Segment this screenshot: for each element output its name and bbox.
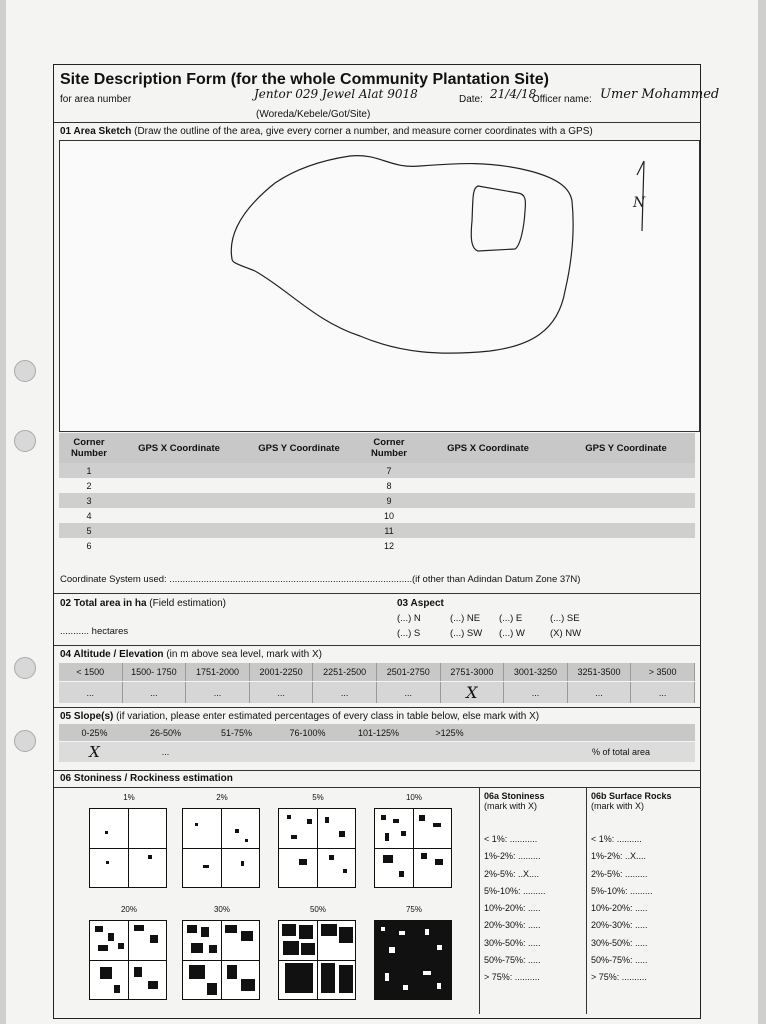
slope-mark[interactable]: X <box>89 743 100 761</box>
aspect-option-n[interactable]: (...) N <box>397 613 421 624</box>
punch-hole <box>14 360 36 382</box>
slope-class: >125% <box>435 727 464 738</box>
altitude-mark[interactable]: ... <box>59 682 123 703</box>
date-value[interactable]: 21/4/18 <box>490 87 537 101</box>
sample-label: 1% <box>123 793 135 802</box>
gps-y-cell[interactable] <box>239 493 359 508</box>
gps-x-cell[interactable] <box>119 538 239 553</box>
corner-number: 8 <box>359 478 419 493</box>
slope-mark-row <box>59 742 695 762</box>
officer-name-value[interactable]: Umer Mohammed <box>600 87 720 102</box>
surface-rocks-option[interactable]: > 75%: .......... <box>591 972 647 983</box>
corner-number: 5 <box>59 523 119 538</box>
area-number-value[interactable]: Jentor 029 Jewel Alat 9018 <box>254 87 418 101</box>
north-arrow-label: N <box>633 195 646 211</box>
stoniness-option[interactable]: 2%-5%: ..X.... <box>484 868 540 879</box>
slope-class-row <box>59 724 695 741</box>
officer-name-label: Officer name: <box>532 94 592 105</box>
slope-mark[interactable] <box>201 742 272 762</box>
gps-y-cell[interactable] <box>557 463 695 478</box>
site-description-form <box>53 64 720 1019</box>
gps-x-cell[interactable] <box>119 523 239 538</box>
corner-number: 7 <box>359 463 419 478</box>
slope-heading <box>60 711 539 722</box>
area-outline-drawing <box>60 141 699 431</box>
divider <box>54 645 700 646</box>
altitude-mark[interactable]: ... <box>504 682 568 703</box>
slope-mark[interactable] <box>343 742 414 762</box>
altitude-class: 2001-2250 <box>250 663 314 681</box>
column-header: GPS Y Coordinate <box>557 433 695 463</box>
altitude-class: 2751-3000 <box>441 663 505 681</box>
altitude-mark[interactable]: ... <box>250 682 314 703</box>
altitude-mark[interactable]: ... <box>186 682 250 703</box>
gps-y-cell[interactable] <box>239 523 359 538</box>
corner-number: 1 <box>59 463 119 478</box>
gps-x-cell[interactable] <box>119 478 239 493</box>
stoniness-sample-grids <box>59 788 479 1014</box>
punch-hole <box>14 430 36 452</box>
area-sketch-heading <box>60 126 593 137</box>
gps-y-cell[interactable] <box>239 478 359 493</box>
table-row <box>59 493 695 508</box>
stoniness-option[interactable]: > 75%: .......... <box>484 972 540 983</box>
stoniness-option[interactable]: 1%-2%: ......... <box>484 851 541 862</box>
altitude-class-row <box>59 663 695 681</box>
area-number-label: for area number <box>60 94 132 105</box>
table-row <box>59 508 695 523</box>
gps-x-cell[interactable] <box>119 508 239 523</box>
slope-class: 0-25% <box>81 727 108 738</box>
altitude-class: 2501-2750 <box>377 663 441 681</box>
stoniness-option[interactable]: 10%-20%: ..... <box>484 903 541 914</box>
stoniness-column <box>479 788 586 1014</box>
stoniness-option[interactable]: 30%-50%: ..... <box>484 937 541 948</box>
surface-rocks-column <box>586 788 692 1014</box>
altitude-heading <box>60 649 322 660</box>
altitude-note: (in m above sea level, mark with X) <box>166 649 322 660</box>
stoniness-sample-4 <box>374 808 452 888</box>
aspect-option-nw[interactable]: (X) NW <box>550 628 582 639</box>
corner-number: 4 <box>59 508 119 523</box>
altitude-mark[interactable]: ... <box>568 682 632 703</box>
divider <box>54 770 700 771</box>
surface-rocks-sub: (mark with X) <box>591 801 645 811</box>
stoniness-title: 06 Stoniness / Rockiness estimation <box>60 773 233 784</box>
surface-rocks-option[interactable]: 30%-50%: ..... <box>591 937 648 948</box>
aspect-option-ne[interactable]: (...) NE <box>450 613 481 624</box>
corner-number: 10 <box>359 508 419 523</box>
table-row <box>59 523 695 538</box>
stoniness-sample-3 <box>278 808 356 888</box>
stoniness-sample-1 <box>89 808 167 888</box>
column-header: GPS Y Coordinate <box>239 433 359 463</box>
corner-number: 2 <box>59 478 119 493</box>
stoniness-sample-7 <box>278 920 356 1000</box>
gps-x-cell[interactable] <box>419 508 557 523</box>
slope-title: 05 Slope(s) <box>60 711 114 722</box>
gps-y-cell[interactable] <box>239 538 359 553</box>
sample-label: 10% <box>405 793 422 802</box>
hectares-field[interactable]: ........... hectares <box>60 626 129 637</box>
sample-label: 30% <box>213 905 230 914</box>
aspect-option-e[interactable]: (...) E <box>499 613 523 624</box>
corner-number: 9 <box>359 493 419 508</box>
sample-label: 50% <box>309 905 326 914</box>
stoniness-option[interactable]: 5%-10%: ......... <box>484 885 546 896</box>
altitude-mark[interactable]: ... <box>377 682 441 703</box>
surface-rocks-title: 06b Surface Rocks <box>591 791 672 801</box>
slope-class: 101-125% <box>357 727 400 738</box>
total-area-title: 02 Total area in ha <box>60 598 147 609</box>
sample-label: 2% <box>216 793 228 802</box>
corner-number: 11 <box>359 523 419 538</box>
altitude-mark[interactable]: X <box>441 682 505 703</box>
slope-class: 26-50% <box>149 727 182 738</box>
stoniness-sample-6 <box>182 920 260 1000</box>
column-header: Corner Number <box>359 433 419 463</box>
punch-hole <box>14 657 36 679</box>
gps-y-cell[interactable] <box>557 478 695 493</box>
gps-y-cell[interactable] <box>557 523 695 538</box>
surface-rocks-option[interactable]: 10%-20%: ..... <box>591 903 648 914</box>
altitude-class: 3001-3250 <box>504 663 568 681</box>
divider <box>54 593 700 594</box>
column-header: Corner Number <box>59 433 119 463</box>
stoniness-option[interactable]: 20%-30%: ..... <box>484 920 541 931</box>
altitude-mark-row <box>59 682 695 703</box>
surface-rocks-option[interactable]: 5%-10%: ......... <box>591 885 653 896</box>
total-area-heading <box>60 598 226 609</box>
slope-mark[interactable] <box>414 742 485 762</box>
surface-rocks-option[interactable]: 50%-75%: ..... <box>591 955 648 966</box>
coordinate-system-note: (if other than Adindan Datum Zone 37N) <box>412 574 581 585</box>
divider <box>54 122 700 123</box>
gps-y-cell[interactable] <box>239 508 359 523</box>
surface-rocks-option[interactable]: < 1%: .......... <box>591 834 642 844</box>
form-title: Site Description Form (for the whole Community Plantation Site) <box>60 71 549 88</box>
gps-y-cell[interactable] <box>239 463 359 478</box>
altitude-class: < 1500 <box>59 663 123 681</box>
punch-hole <box>14 730 36 752</box>
location-hint: (Woreda/Kebele/Got/Site) <box>256 109 371 120</box>
gps-x-cell[interactable] <box>119 463 239 478</box>
stoniness-option[interactable]: 50%-75%: ..... <box>484 955 541 966</box>
gps-x-cell[interactable] <box>419 493 557 508</box>
gps-y-cell[interactable] <box>557 493 695 508</box>
corner-number: 3 <box>59 493 119 508</box>
aspect-option-sw[interactable]: (...) SW <box>450 628 483 639</box>
slope-class: 51-75% <box>220 727 253 738</box>
stoniness-column-sub: (mark with X) <box>484 801 538 811</box>
coordinate-system-field[interactable]: Coordinate System used: ............................................................................................ <box>60 574 413 585</box>
altitude-class: 1751-2000 <box>186 663 250 681</box>
gps-y-cell[interactable] <box>557 508 695 523</box>
table-row <box>59 538 695 553</box>
slope-mark[interactable]: ... <box>161 747 170 757</box>
stoniness-sample-2 <box>182 808 260 888</box>
table-row <box>59 478 695 493</box>
sample-label: 20% <box>120 905 137 914</box>
stoniness-sample-8 <box>374 920 452 1000</box>
slope-total-label: % of total area <box>591 747 650 757</box>
gps-x-cell[interactable] <box>419 463 557 478</box>
stoniness-option[interactable]: < 1%: ........... <box>484 834 538 844</box>
aspect-option-s[interactable]: (...) S <box>397 628 421 639</box>
altitude-title: 04 Altitude / Elevation <box>60 649 164 660</box>
aspect-option-w[interactable]: (...) W <box>499 628 525 639</box>
area-sketch-title: 01 Area Sketch <box>60 126 132 137</box>
slope-class: 76-100% <box>289 727 326 738</box>
gps-coordinate-table <box>59 433 695 553</box>
gps-x-cell[interactable] <box>119 493 239 508</box>
stoniness-sample-5 <box>89 920 167 1000</box>
area-sketch-canvas[interactable] <box>59 140 700 432</box>
altitude-mark[interactable]: ... <box>313 682 377 703</box>
table-header-row <box>59 433 695 463</box>
area-sketch-instruction: (Draw the outline of the area, give every corner a number, and measure corner coordinates with a GPS) <box>134 126 593 137</box>
gps-x-cell[interactable] <box>419 478 557 493</box>
altitude-mark[interactable]: ... <box>123 682 187 703</box>
altitude-class: > 3500 <box>631 663 695 681</box>
slope-note: (if variation, please enter estimated percentages of every class in table below, else mark with X) <box>116 711 540 722</box>
table-row <box>59 463 695 478</box>
stoniness-column-title: 06a Stoniness <box>484 791 545 801</box>
altitude-class: 3251-3500 <box>568 663 632 681</box>
column-header: GPS X Coordinate <box>419 433 557 463</box>
gps-x-cell[interactable] <box>419 523 557 538</box>
altitude-class: 2251-2500 <box>313 663 377 681</box>
sample-label: 5% <box>312 793 324 802</box>
divider <box>54 707 700 708</box>
aspect-option-se[interactable]: (...) SE <box>550 613 580 624</box>
altitude-mark[interactable]: ... <box>631 682 695 703</box>
column-header: GPS X Coordinate <box>119 433 239 463</box>
gps-y-cell[interactable] <box>557 538 695 553</box>
surface-rocks-option[interactable]: 20%-30%: ..... <box>591 920 648 931</box>
sample-label: 75% <box>405 905 422 914</box>
altitude-class: 1500- 1750 <box>123 663 187 681</box>
date-label: Date: <box>459 94 483 105</box>
corner-number: 6 <box>59 538 119 553</box>
slope-spacer <box>485 724 695 741</box>
surface-rocks-option[interactable]: 1%-2%: ..X.... <box>591 851 647 862</box>
corner-number: 12 <box>359 538 419 553</box>
total-area-note: (Field estimation) <box>149 598 226 609</box>
gps-x-cell[interactable] <box>419 538 557 553</box>
slope-mark[interactable] <box>272 742 343 762</box>
surface-rocks-option[interactable]: 2%-5%: ......... <box>591 868 648 879</box>
aspect-title: 03 Aspect <box>397 598 444 609</box>
